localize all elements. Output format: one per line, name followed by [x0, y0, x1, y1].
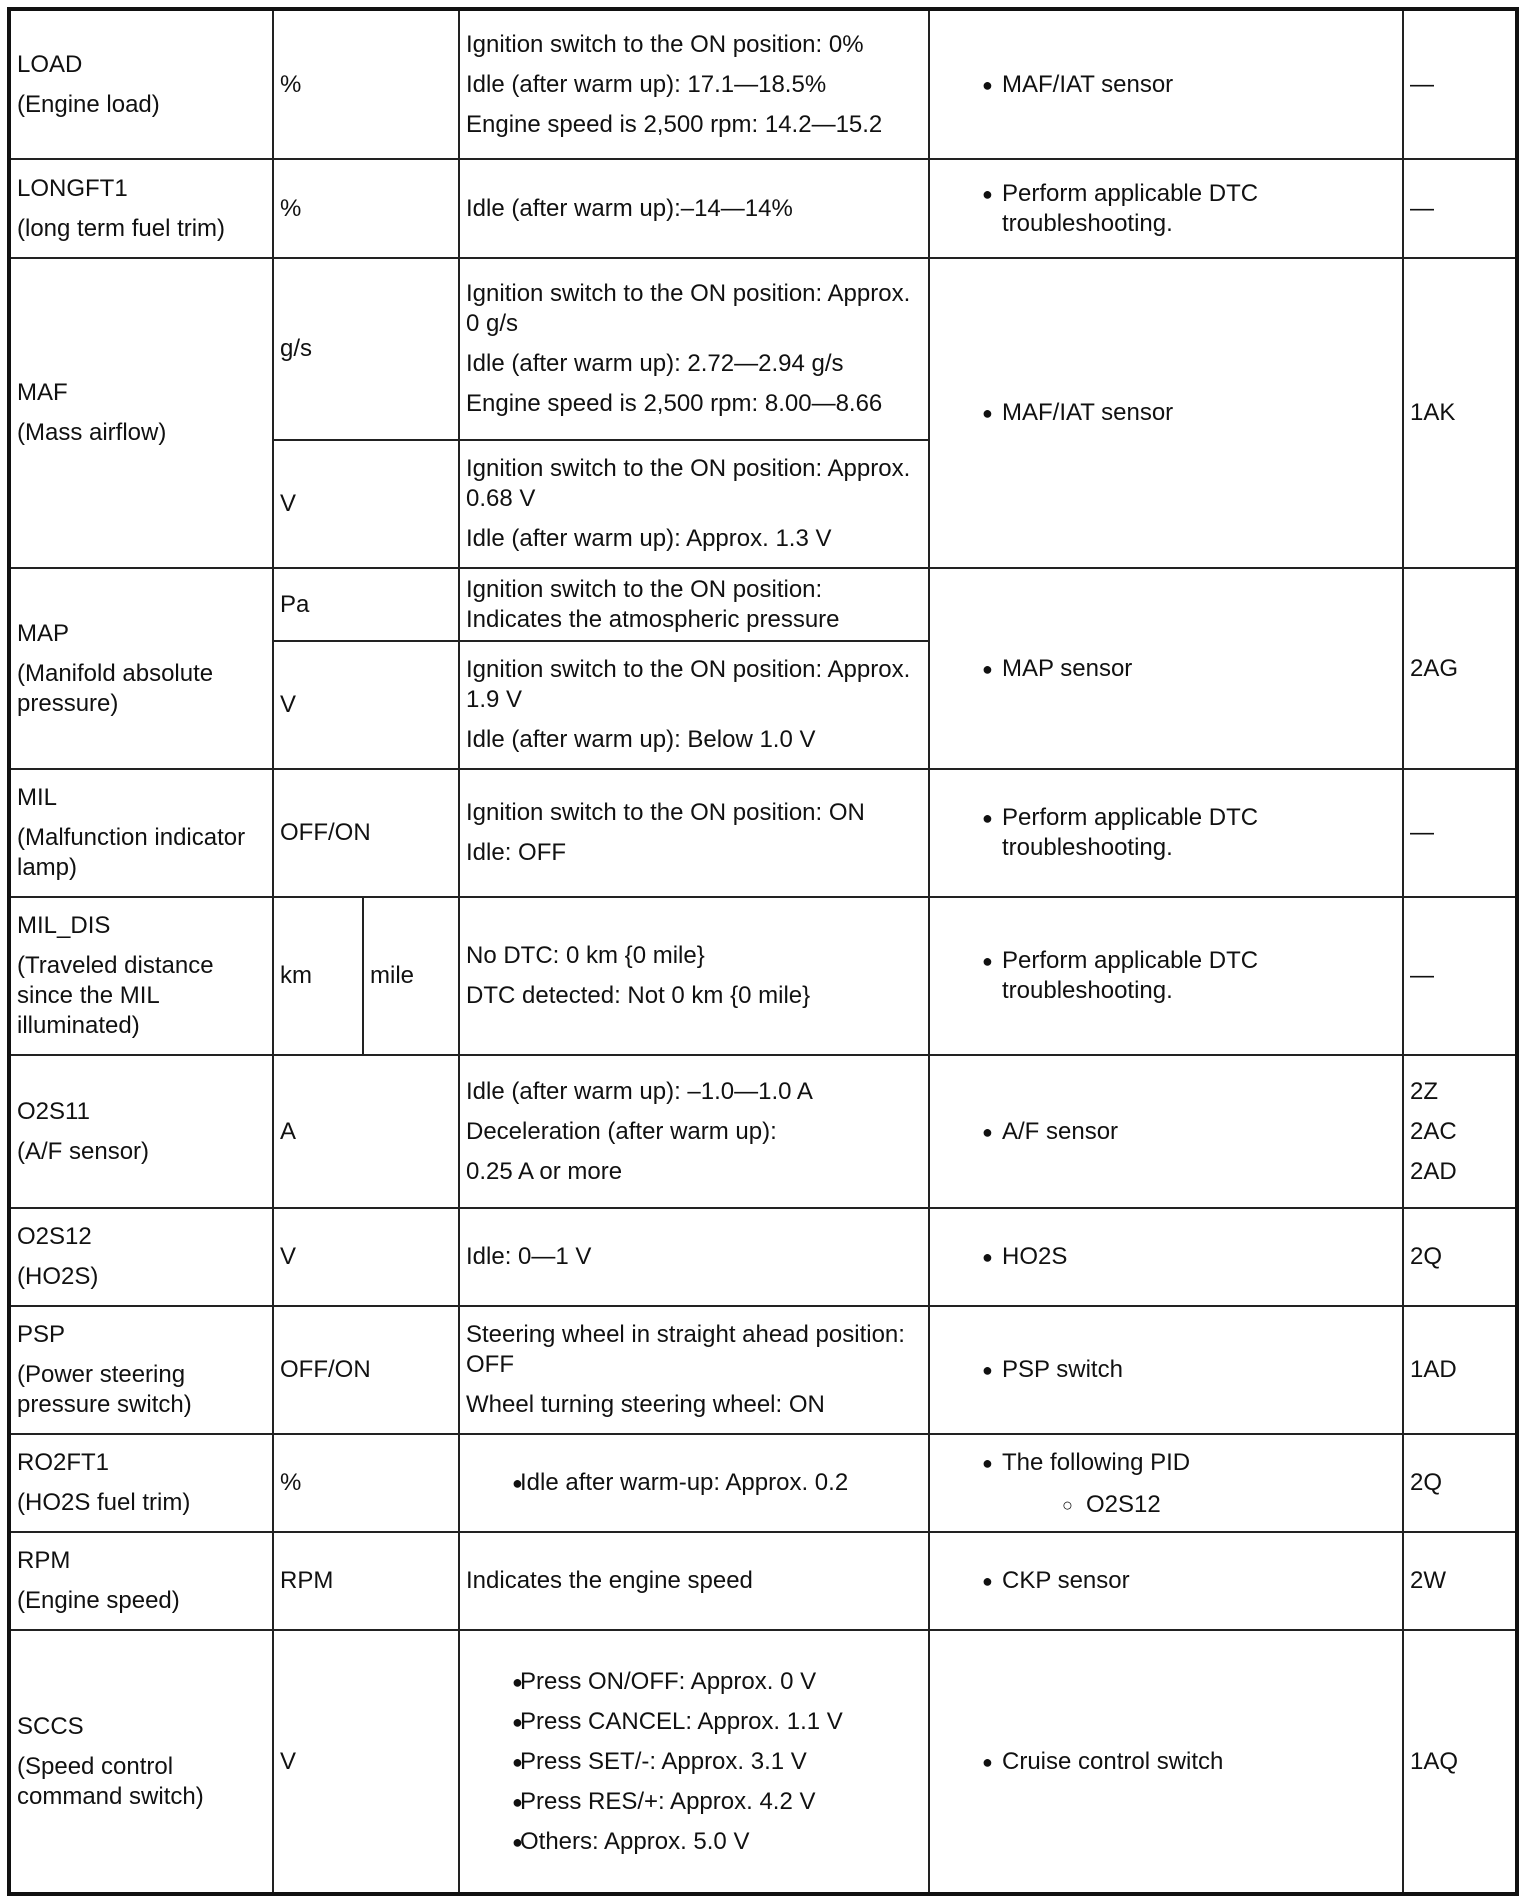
- condition-cell: [459, 258, 929, 440]
- check-item-cell: [929, 1208, 1403, 1306]
- check-item-cell: [929, 1630, 1403, 1894]
- check-item: ● PSP switch: [936, 1355, 1396, 1385]
- pid-name-cell: [9, 258, 273, 568]
- pid-name: MIL_DIS: [17, 912, 111, 939]
- pid-name: LOAD: [17, 50, 83, 78]
- unit-cell: V: [273, 1630, 459, 1894]
- condition-line: Deceleration (after warm up):: [466, 1117, 777, 1145]
- unit-cell: g/s: [273, 258, 459, 440]
- terminal-cell: —: [1403, 897, 1517, 1055]
- pid-name-cell: [9, 1630, 273, 1894]
- terminal-cell: 2Q: [1403, 1434, 1517, 1532]
- condition-line: Engine speed is 2,500 rpm: 14.2—15.2: [466, 110, 883, 138]
- condition-line: Idle (after warm up): Approx. 1.3 V: [466, 525, 832, 552]
- terminal-cell: [1403, 1055, 1517, 1208]
- pid-name-cell: [9, 159, 273, 258]
- condition-cell: [459, 159, 929, 258]
- condition-line: Ignition switch to the ON position: Approx. 0 g/s: [466, 280, 911, 337]
- pid-name-cell: [9, 9, 273, 159]
- condition-line: No DTC: 0 km {0 mile}: [466, 942, 705, 969]
- table-row: [9, 1306, 1517, 1434]
- table-row: [9, 159, 1517, 258]
- table-row: [9, 258, 1517, 440]
- pid-description: (Manifold absolute pressure): [17, 659, 214, 717]
- pid-description: (long term fuel trim): [17, 214, 226, 242]
- unit-cell: %: [273, 1434, 459, 1532]
- pid-name: RO2FT1: [17, 1449, 110, 1476]
- condition-cell: [459, 897, 929, 1055]
- condition-cell: [459, 1055, 929, 1208]
- unit-cell: %: [273, 159, 459, 258]
- pid-name-cell: [9, 1055, 273, 1208]
- pid-description: (Engine speed): [17, 1587, 180, 1614]
- unit-cell: Pa: [273, 568, 459, 641]
- unit-cell: A: [273, 1055, 459, 1208]
- unit-cell: V: [273, 641, 459, 769]
- check-item-cell: [929, 1055, 1403, 1208]
- condition-bullet: ● Press SET/-: Approx. 3.1 V: [466, 1747, 922, 1777]
- condition-bullet: ● Others: Approx. 5.0 V: [466, 1827, 922, 1857]
- unit-cell: km: [273, 897, 363, 1055]
- condition-bullet: ● Press RES/+: Approx. 4.2 V: [466, 1787, 922, 1817]
- table-row: [9, 568, 1517, 641]
- table-row: [9, 1055, 1517, 1208]
- check-item: ● Cruise control switch: [936, 1747, 1396, 1777]
- terminal-code: 2Z: [1410, 1077, 1439, 1105]
- pid-name-cell: [9, 1532, 273, 1630]
- pid-description: (Malfunction indicator lamp): [17, 824, 246, 881]
- check-item: ● HO2S: [936, 1242, 1396, 1272]
- condition-cell: [459, 1434, 929, 1532]
- check-item-cell: [929, 1306, 1403, 1434]
- condition-bullet: ● Idle after warm-up: Approx. 0.2: [466, 1468, 922, 1498]
- pid-name: O2S12: [17, 1223, 92, 1250]
- unit-cell: V: [273, 440, 459, 568]
- check-item-cell: [929, 258, 1403, 568]
- condition-cell: [459, 1306, 929, 1434]
- condition-cell: [459, 1208, 929, 1306]
- pid-name: PSP: [17, 1321, 66, 1348]
- pid-description: (HO2S fuel trim): [17, 1489, 191, 1516]
- check-item-cell: [929, 1434, 1403, 1532]
- condition-line: Ignition switch to the ON position: ON: [466, 799, 865, 826]
- condition-cell: [459, 568, 929, 641]
- check-item: ● Perform applicable DTC troubleshooting.: [936, 803, 1396, 863]
- unit-cell: OFF/ON: [273, 1306, 459, 1434]
- terminal-cell: 2AG: [1403, 568, 1517, 769]
- table-row: [9, 1434, 1517, 1532]
- condition-line: Idle (after warm up):–14—14%: [466, 194, 793, 222]
- pid-description: (Power steering pressure switch): [17, 1361, 192, 1418]
- check-item: ● MAP sensor: [936, 654, 1396, 684]
- check-item: ● Perform applicable DTC troubleshooting.: [936, 179, 1396, 239]
- terminal-cell: 1AK: [1403, 258, 1517, 568]
- condition-cell: [459, 641, 929, 769]
- pid-name: O2S11: [17, 1097, 90, 1125]
- table-row: [9, 769, 1517, 897]
- terminal-cell: —: [1403, 769, 1517, 897]
- condition-line: Ignition switch to the ON position: Approx. 0.68 V: [466, 455, 911, 512]
- condition-line: Idle (after warm up): 17.1—18.5%: [466, 70, 827, 98]
- table-row: [9, 897, 1517, 1055]
- table-row: [9, 9, 1517, 159]
- condition-cell: [459, 1630, 929, 1894]
- condition-line: Idle: 0—1 V: [466, 1243, 592, 1270]
- pid-table: [7, 7, 1519, 1896]
- terminal-cell: —: [1403, 159, 1517, 258]
- check-item: ● The following PID: [936, 1448, 1396, 1478]
- pid-name-cell: [9, 1306, 273, 1434]
- pid-description: (Traveled distance since the MIL illuminated): [17, 952, 214, 1039]
- condition-line: 0.25 A or more: [466, 1157, 623, 1185]
- condition-line: Engine speed is 2,500 rpm: 8.00—8.66: [466, 390, 883, 417]
- pid-description: (HO2S): [17, 1263, 99, 1290]
- condition-cell: [459, 440, 929, 568]
- terminal-cell: 1AD: [1403, 1306, 1517, 1434]
- condition-line: Idle (after warm up): –1.0—1.0 A: [466, 1077, 813, 1105]
- check-item-cell: [929, 769, 1403, 897]
- condition-line: Ignition switch to the ON position: Indicates the atmospheric pressure: [466, 575, 840, 633]
- check-item-cell: [929, 9, 1403, 159]
- pid-name: LONGFT1: [17, 174, 128, 202]
- condition-cell: [459, 9, 929, 159]
- condition-bullet: ● Press CANCEL: Approx. 1.1 V: [466, 1707, 922, 1737]
- pid-name-cell: [9, 1208, 273, 1306]
- pid-name: SCCS: [17, 1712, 84, 1740]
- unit-cell: %: [273, 9, 459, 159]
- table-row: [9, 1208, 1517, 1306]
- condition-line: Idle (after warm up): Below 1.0 V: [466, 726, 816, 753]
- unit-alt-cell: mile: [363, 897, 459, 1055]
- condition-line: Ignition switch to the ON position: 0%: [466, 30, 864, 58]
- condition-line: Idle (after warm up): 2.72—2.94 g/s: [466, 350, 844, 377]
- condition-line: Indicates the engine speed: [466, 1567, 753, 1594]
- unit-cell: RPM: [273, 1532, 459, 1630]
- unit-cell: OFF/ON: [273, 769, 459, 897]
- pid-name: MIL: [17, 784, 58, 811]
- condition-bullet: ● Press ON/OFF: Approx. 0 V: [466, 1667, 922, 1697]
- pid-name-cell: [9, 1434, 273, 1532]
- check-item: ● MAF/IAT sensor: [936, 70, 1396, 100]
- unit-cell: V: [273, 1208, 459, 1306]
- pid-description: (Engine load): [17, 90, 160, 118]
- pid-name: MAF: [17, 379, 68, 406]
- pid-name: RPM: [17, 1547, 71, 1574]
- table-row: [9, 1532, 1517, 1630]
- pid-name: MAP: [17, 619, 70, 647]
- terminal-code: 2AD: [1410, 1157, 1457, 1185]
- pid-document: [7, 7, 1519, 1896]
- terminal-cell: 2Q: [1403, 1208, 1517, 1306]
- condition-cell: [459, 1532, 929, 1630]
- pid-description: (A/F sensor): [17, 1137, 150, 1165]
- condition-line: DTC detected: Not 0 km {0 mile}: [466, 982, 811, 1009]
- pid-description: (Mass airflow): [17, 419, 167, 446]
- condition-line: Steering wheel in straight ahead position: OFF: [466, 1321, 905, 1378]
- check-item: ● MAF/IAT sensor: [936, 398, 1396, 428]
- pid-name-cell: [9, 769, 273, 897]
- pid-description: (Speed control command switch): [17, 1752, 204, 1810]
- condition-line: Ignition switch to the ON position: Approx. 1.9 V: [466, 656, 911, 713]
- check-item-cell: [929, 897, 1403, 1055]
- pid-name-cell: [9, 568, 273, 769]
- terminal-cell: —: [1403, 9, 1517, 159]
- condition-line: Idle: OFF: [466, 839, 567, 866]
- check-item-cell: [929, 1532, 1403, 1630]
- terminal-code: 2AC: [1410, 1117, 1457, 1145]
- check-item-cell: [929, 568, 1403, 769]
- pid-name-cell: [9, 897, 273, 1055]
- condition-line: Wheel turning steering wheel: ON: [466, 1391, 825, 1418]
- check-item: ● A/F sensor: [936, 1117, 1396, 1147]
- terminal-cell: 2W: [1403, 1532, 1517, 1630]
- check-item-cell: [929, 159, 1403, 258]
- check-subitem: ○ O2S12: [936, 1490, 1396, 1520]
- check-item: ● Perform applicable DTC troubleshooting.: [936, 946, 1396, 1006]
- check-item: ● CKP sensor: [936, 1566, 1396, 1596]
- condition-cell: [459, 769, 929, 897]
- terminal-cell: 1AQ: [1403, 1630, 1517, 1894]
- table-row: [9, 1630, 1517, 1894]
